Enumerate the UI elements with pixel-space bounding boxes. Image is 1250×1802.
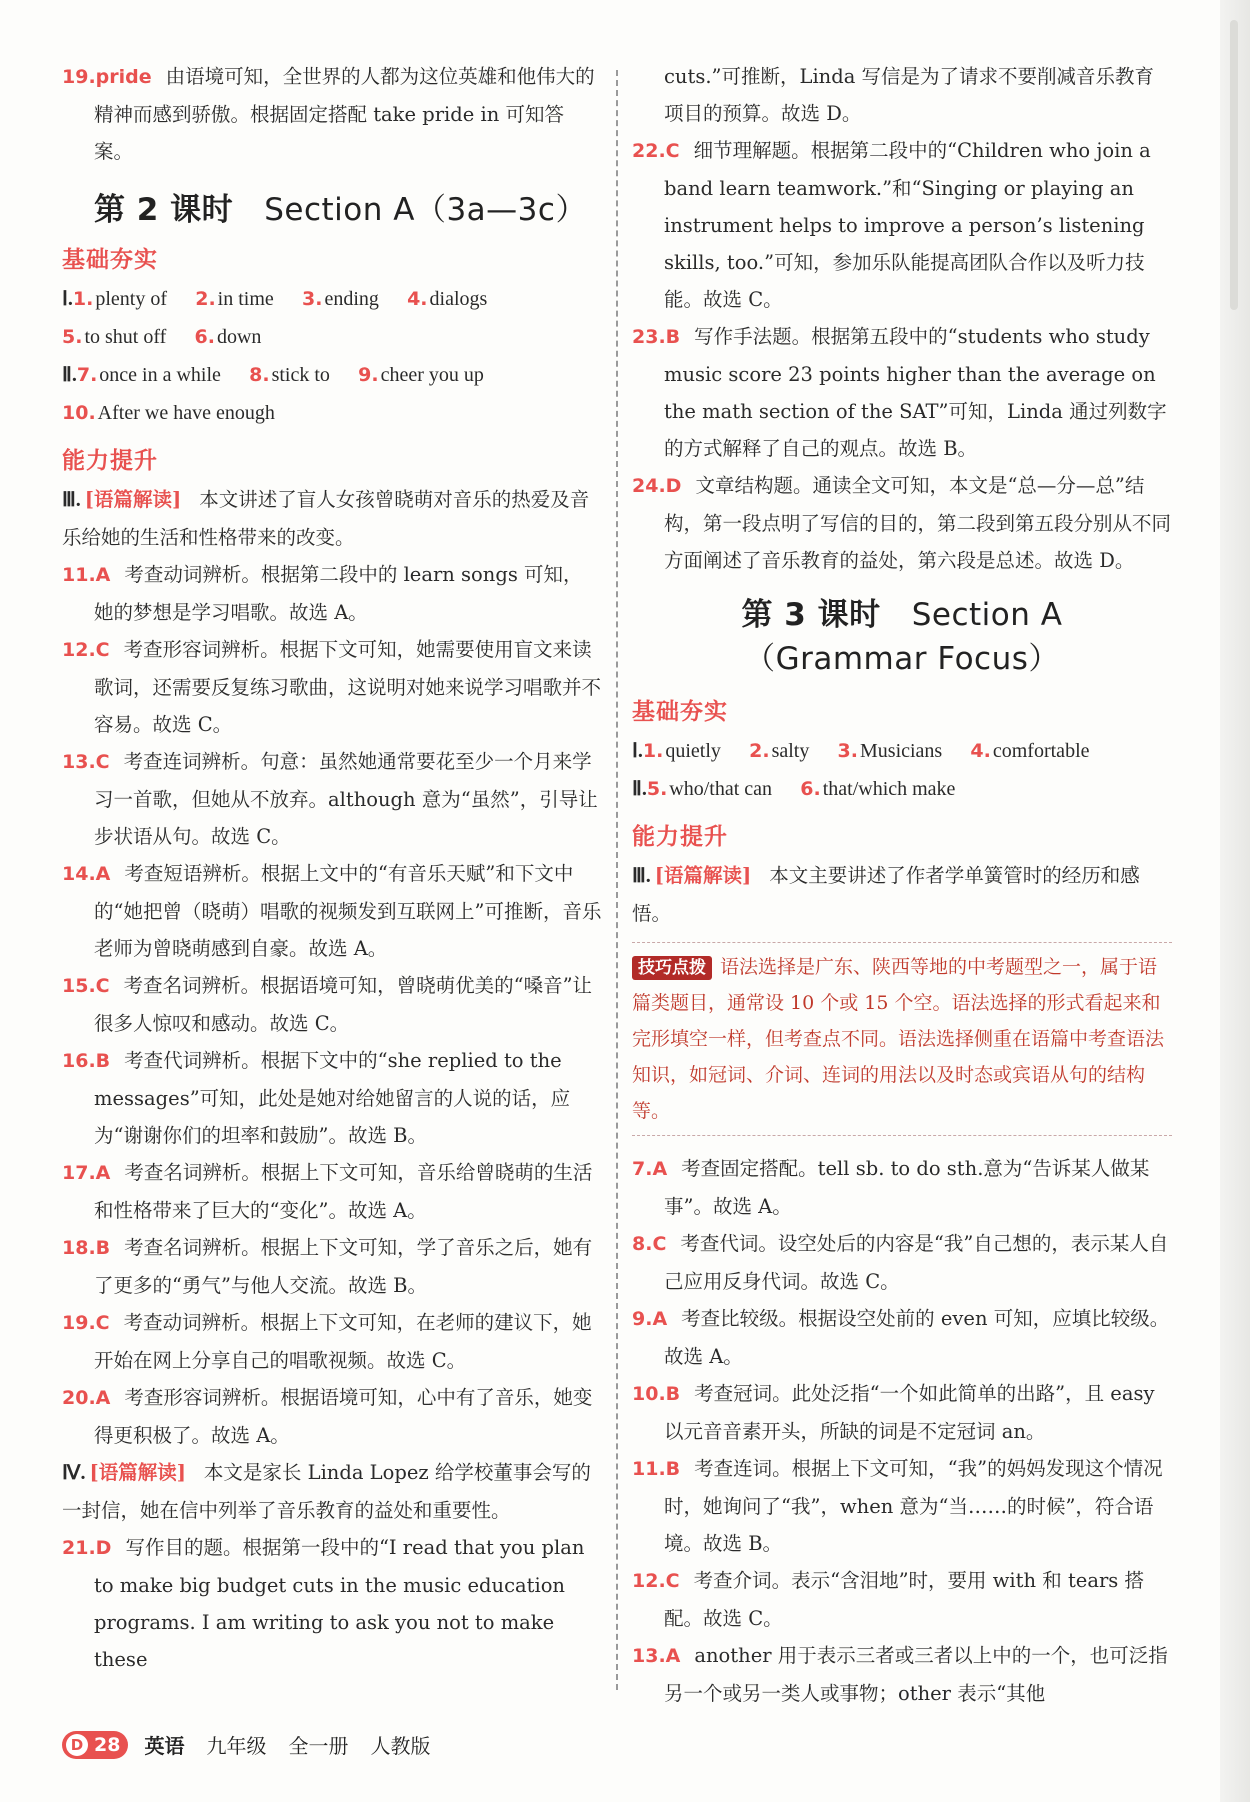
right-column <box>632 58 1172 1712</box>
footer-subject: 英语 <box>144 1734 185 1758</box>
answer-item: 13.A another 用于表示三者或三者以上中的一个，也可泛指另一个或另一类人或事物；other 表示“其他 <box>632 1644 1168 1705</box>
heading-basic: 基础夯实 <box>632 699 728 725</box>
tip-label: 技巧点拨 <box>632 956 712 980</box>
heading-ability: 能力提升 <box>632 824 728 850</box>
answer-row: Ⅰ.1. plenty of 2. in time 3. ending 4. dialogs <box>62 288 488 310</box>
page-footer <box>62 1730 452 1759</box>
answer-item: 8.C 考查代词。设空处后的内容是“我”自己想的，表示某人自己应用反身代词。故选 C。 <box>632 1232 1169 1293</box>
answer-item: 15.C 考查名词辨析。根据语境可知，曾晓萌优美的“嗓音”让很多人惊叹和感动。故选 C。 <box>62 974 593 1035</box>
answer-row: Ⅱ.7. once in a while 8. stick to 9. cheer you up <box>62 364 484 386</box>
answer-item: 14.A 考查短语辨析。根据上文中的“有音乐天赋”和下文中的“她把曾（晓萌）唱歌的视频发到互联网上”可推断，音乐老师为曾晓萌感到自豪。故选 A。 <box>62 862 602 960</box>
answer-item: 20.A 考查形容词辨析。根据语境可知，心中有了音乐，她变得更积极了。故选 A。 <box>62 1386 593 1447</box>
answer-item: 11.B 考查连词。根据上下文可知，“我”的妈妈发现这个情况时，她询问了“我”，when 意为“当……的时候”，符合语境。故选 B。 <box>632 1457 1163 1555</box>
passage-summary: Ⅲ. [语篇解读] 本文主要讲述了作者学单簧管时的经历和感悟。 <box>632 864 1140 925</box>
answer-item: 22.C 细节理解题。根据第二段中的“Children who join a band learn teamwork.”和“Singing or playing an instrument helps to improve a person’s listening skills, too.”可知，参加乐队能提高团队合作以及听力技能。故选 C。 <box>632 139 1151 311</box>
footer-volume: 全一册 <box>288 1734 349 1758</box>
heading-ability: 能力提升 <box>62 448 158 474</box>
heading-basic: 基础夯实 <box>62 247 158 273</box>
lesson-2-title: 第 2 课时 Section A（3a—3c） <box>94 192 587 228</box>
answer-item: 9.A 考查比较级。根据设空处前的 even 可知，应填比较级。故选 A。 <box>632 1307 1170 1368</box>
answer-item: 18.B 考查名词辨析。根据上下文可知，学了音乐之后，她有了更多的“勇气”与他人交流。故选 B。 <box>62 1236 593 1297</box>
answer-continuation: cuts.”可推断，Linda 写信是为了请求不要削减音乐教育项目的预算。故选 D。 <box>664 65 1155 125</box>
left-column <box>62 58 602 1678</box>
page-number: 28 <box>94 1733 121 1756</box>
footer-grade: 九年级 <box>206 1734 267 1758</box>
answer-item: 23.B 写作手法题。根据第五段中的“students who study music score 23 points higher than the average on the math section of the SAT”可知，Linda 通过列数字的方式解释了自己的观点。故选 B。 <box>632 325 1167 460</box>
answer-item: 10.B 考查冠词。此处泛指“一个如此简单的出路”，且 easy 以元音音素开头，所缺的词是不定冠词 an。 <box>632 1382 1155 1443</box>
answer-item: 12.C 考查形容词辨析。根据下文可知，她需要使用盲文来读歌词，还需要反复练习歌曲，这说明对她来说学习唱歌并不容易。故选 C。 <box>62 638 602 736</box>
lesson-3-title: 第 3 课时 Section A （Grammar Focus） <box>741 597 1063 677</box>
answer-row: Ⅱ.5. who/that can 6. that/which make <box>632 778 956 800</box>
answer-item: 13.C 考查连词辨析。句意：虽然她通常要花至少一个月来学习一首歌，但她从不放弃。although 意为“虽然”，引导让步状语从句。故选 C。 <box>62 750 598 848</box>
footer-edition: 人教版 <box>370 1734 431 1758</box>
answer-item: 11.A 考查动词辨析。根据第二段中的 learn songs 可知，她的梦想是学习唱歌。故选 A。 <box>62 563 583 624</box>
passage-summary: Ⅲ. [语篇解读] 本文讲述了盲人女孩曾晓萌对音乐的热爱及音乐给她的生活和性格带来的改变。 <box>62 488 590 549</box>
answer-item: 7.A 考查固定搭配。tell sb. to do sth.意为“告诉某人做某事”。故选 A。 <box>632 1157 1150 1218</box>
answer-item: 16.B 考查代词辨析。根据下文中的“she replied to the messages”可知，此处是她对给她留言的人说的话，应为“谢谢你们的坦率和鼓励”。故选 B。 <box>62 1049 571 1147</box>
answer-item: 12.C 考查介词。表示“含泪地”时，要用 with 和 tears 搭配。故选 C。 <box>632 1569 1144 1630</box>
answer-item: 21.D 写作目的题。根据第一段中的“I read that you plan to make big budget cuts in the music education programs. I am writing to ask you not to make these <box>62 1536 585 1671</box>
tip-box: 技巧点拨 语法选择是广东、陕西等地的中考题型之一，属于语篇类题目，通常设 10 个或 15 个空。语法选择的形式看起来和完形填空一样，但考查点不同。语法选择侧重在语篇中考查语法知识，如冠词、介词、连词的用法以及时态或宾语从句的结构等。 <box>632 942 1172 1136</box>
answer-item: 19.C 考查动词辨析。根据上下文可知，在老师的建议下，她开始在网上分享自己的唱歌视频。故选 C。 <box>62 1311 592 1372</box>
page-badge: D 28 <box>62 1731 128 1759</box>
page-edge <box>1220 0 1250 1802</box>
answer-item: 24.D 文章结构题。通读全文可知，本文是“总—分—总”结构，第一段点明了写信的目的，第二段到第五段分别从不同方面阐述了音乐教育的益处，第六段是总述。故选 D。 <box>632 474 1172 572</box>
answer-item: 19.pride 由语境可知，全世界的人都为这位英雄和他伟大的精神而感到骄傲。根据固定搭配 take pride in 可知答案。 <box>62 65 595 163</box>
passage-summary: Ⅳ. [语篇解读] 本文是家长 Linda Lopez 给学校董事会写的一封信，她在信中列举了音乐教育的益处和重要性。 <box>62 1461 591 1522</box>
answer-row: 10. After we have enough <box>62 402 275 424</box>
column-divider <box>616 70 618 1690</box>
answer-row: 5. to shut off 6. down <box>62 326 262 348</box>
answer-item: 17.A 考查名词辨析。根据上下文可知，音乐给曾晓萌的生活和性格带来了巨大的“变化”。故选 A。 <box>62 1161 593 1222</box>
answer-row: Ⅰ.1. quietly 2. salty 3. Musicians 4. comfortable <box>632 740 1090 762</box>
